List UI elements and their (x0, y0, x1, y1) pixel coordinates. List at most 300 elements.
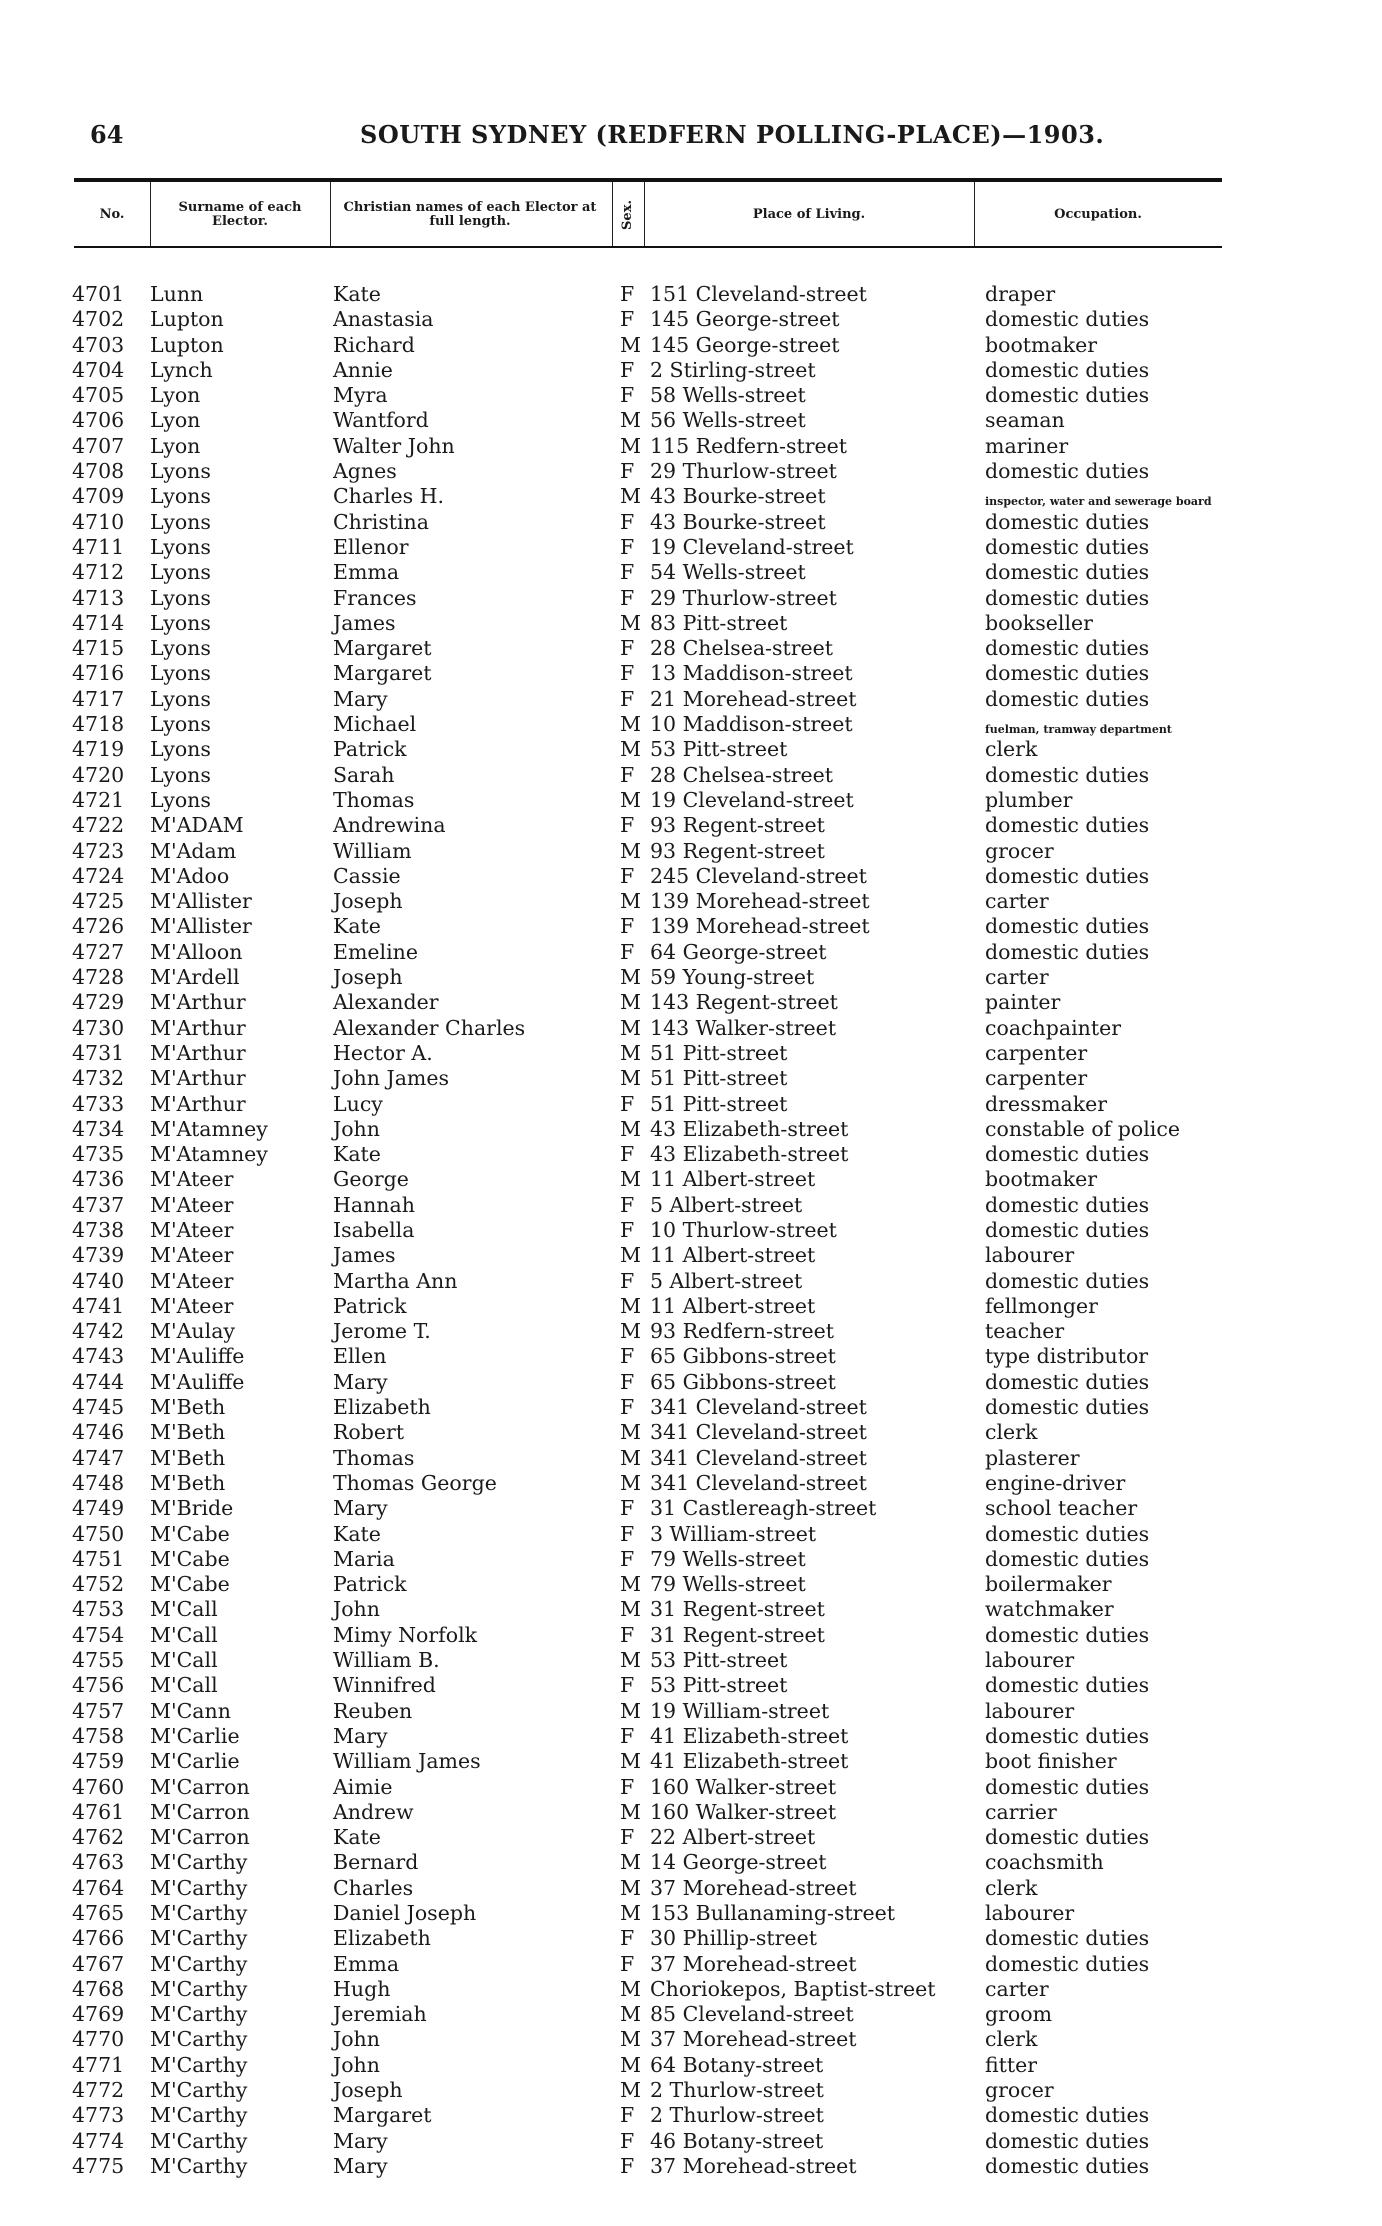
table-row (0, 940, 1382, 965)
elector-christian-names: William B. (333, 1648, 440, 1673)
table-row (0, 661, 1382, 686)
elector-place-of-living: 43 Elizabeth-street (650, 1142, 849, 1167)
elector-number: 4733 (72, 1091, 125, 1116)
elector-occupation: domestic duties (985, 1395, 1150, 1420)
elector-occupation: clerk (985, 737, 1038, 762)
elector-place-of-living: 143 Regent-street (650, 990, 838, 1015)
elector-place-of-living: 64 Botany-street (650, 2052, 824, 2077)
elector-sex: F (620, 2103, 635, 2128)
elector-number: 4717 (72, 686, 125, 711)
elector-sex: F (620, 1774, 635, 1799)
elector-number: 4722 (72, 813, 125, 838)
elector-christian-names: Mary (333, 1369, 388, 1394)
table-row (0, 1977, 1382, 2002)
elector-occupation: domestic duties (985, 1521, 1150, 1546)
elector-sex: F (620, 1091, 635, 1116)
elector-place-of-living: 14 George-street (650, 1850, 827, 1875)
elector-sex: M (620, 1243, 641, 1268)
elector-christian-names: Kate (333, 282, 381, 306)
elector-surname: M'Ateer (150, 1192, 234, 1217)
elector-christian-names: Mary (333, 2128, 388, 2153)
page-number: 64 (90, 120, 124, 149)
elector-christian-names: Elizabeth (333, 1926, 431, 1951)
elector-surname: M'Auliffe (150, 1344, 245, 1369)
elector-number: 4750 (72, 1521, 125, 1546)
table-row (0, 1800, 1382, 1825)
elector-place-of-living: 28 Chelsea-street (650, 762, 834, 787)
elector-number: 4746 (72, 1420, 125, 1445)
elector-number: 4711 (72, 534, 125, 559)
elector-christian-names: Joseph (333, 965, 403, 990)
elector-christian-names: Ellen (333, 1344, 387, 1369)
elector-number: 4744 (72, 1369, 125, 1394)
elector-christian-names: Walter John (333, 433, 455, 458)
table-row (0, 1370, 1382, 1395)
elector-occupation: domestic duties (985, 2153, 1150, 2178)
elector-surname: Lyons (150, 509, 211, 534)
table-row (0, 1876, 1382, 1901)
elector-sex: M (620, 1015, 641, 1040)
elector-place-of-living: 56 Wells-street (650, 408, 806, 433)
elector-occupation: domestic duties (985, 1622, 1150, 1647)
elector-place-of-living: 2 Thurlow-street (650, 2103, 824, 2128)
elector-occupation: domestic duties (985, 560, 1150, 585)
elector-sex: M (620, 1445, 641, 1470)
elector-place-of-living: 28 Chelsea-street (650, 636, 834, 661)
elector-occupation: carpenter (985, 1040, 1088, 1065)
elector-occupation: carrier (985, 1799, 1057, 1824)
elector-christian-names: John James (333, 1066, 450, 1091)
elector-sex: M (620, 1648, 641, 1673)
elector-surname: M'ADAM (150, 813, 244, 838)
elector-list (0, 282, 1382, 2179)
header-rule-top (74, 178, 1222, 182)
elector-sex: F (620, 2128, 635, 2153)
elector-christian-names: Isabella (333, 1217, 415, 1242)
elector-sex: F (620, 509, 635, 534)
table-row (0, 1066, 1382, 1091)
elector-sex: M (620, 838, 641, 863)
elector-christian-names: Patrick (333, 1293, 407, 1318)
elector-surname: Lynch (150, 357, 213, 382)
elector-christian-names: Thomas (333, 1445, 415, 1470)
elector-place-of-living: 11 Albert-street (650, 1167, 816, 1192)
elector-number: 4766 (72, 1926, 125, 1951)
elector-christian-names: Kate (333, 914, 381, 939)
elector-place-of-living: 3 William-street (650, 1521, 817, 1546)
elector-place-of-living: 29 Thurlow-street (650, 585, 837, 610)
elector-christian-names: John (333, 1116, 380, 1141)
elector-sex: F (620, 661, 635, 686)
elector-number: 4754 (72, 1622, 125, 1647)
elector-number: 4712 (72, 560, 125, 585)
elector-place-of-living: 151 Cleveland-street (650, 282, 867, 306)
elector-surname: M'Beth (150, 1445, 226, 1470)
header-rule-bottom (74, 246, 1222, 248)
elector-surname: Lyons (150, 534, 211, 559)
elector-sex: M (620, 1976, 641, 2001)
elector-number: 4743 (72, 1344, 125, 1369)
elector-number: 4713 (72, 585, 125, 610)
elector-place-of-living: 31 Regent-street (650, 1597, 825, 1622)
table-row (0, 434, 1382, 459)
table-row (0, 1496, 1382, 1521)
elector-surname: Lyons (150, 737, 211, 762)
elector-sex: F (620, 636, 635, 661)
elector-surname: M'Auliffe (150, 1369, 245, 1394)
elector-christian-names: Emma (333, 1951, 400, 1976)
elector-occupation: plasterer (985, 1445, 1080, 1470)
elector-place-of-living: 31 Castlereagh-street (650, 1496, 877, 1521)
elector-christian-names: James (333, 1243, 396, 1268)
elector-place-of-living: 21 Morehead-street (650, 686, 857, 711)
elector-surname: Lyon (150, 433, 201, 458)
elector-occupation: domestic duties (985, 2103, 1150, 2128)
elector-occupation: domestic duties (985, 1723, 1150, 1748)
elector-occupation: domestic duties (985, 813, 1150, 838)
table-row (0, 2002, 1382, 2027)
elector-surname: M'Carron (150, 1799, 250, 1824)
elector-place-of-living: 31 Regent-street (650, 1622, 825, 1647)
elector-place-of-living: 139 Morehead-street (650, 914, 870, 939)
elector-place-of-living: 145 George-street (650, 332, 840, 357)
elector-occupation: coachpainter (985, 1015, 1122, 1040)
elector-place-of-living: 83 Pitt-street (650, 610, 788, 635)
elector-christian-names: Charles H. (333, 484, 445, 509)
table-row (0, 1775, 1382, 1800)
elector-place-of-living: 43 Bourke-street (650, 484, 826, 509)
elector-surname: M'Arthur (150, 1015, 246, 1040)
elector-place-of-living: 51 Pitt-street (650, 1091, 788, 1116)
elector-place-of-living: 245 Cleveland-street (650, 863, 867, 888)
elector-christian-names: Reuben (333, 1698, 413, 1723)
elector-place-of-living: 160 Walker-street (650, 1799, 837, 1824)
elector-number: 4715 (72, 636, 125, 661)
elector-surname: M'Call (150, 1597, 218, 1622)
table-row (0, 1926, 1382, 1951)
elector-number: 4767 (72, 1951, 125, 1976)
table-row (0, 1420, 1382, 1445)
elector-occupation: fuelman, tramway department (985, 723, 1172, 737)
elector-surname: M'Carthy (150, 2027, 248, 2052)
elector-number: 4759 (72, 1749, 125, 1774)
elector-occupation: domestic duties (985, 1217, 1150, 1242)
elector-place-of-living: 10 Maddison-street (650, 712, 853, 737)
elector-sex: M (620, 2052, 641, 2077)
elector-occupation: seaman (985, 408, 1065, 433)
elector-surname: M'Beth (150, 1395, 226, 1420)
elector-surname: M'Cabe (150, 1546, 230, 1571)
elector-number: 4704 (72, 357, 125, 382)
elector-christian-names: Aimie (333, 1774, 393, 1799)
elector-surname: M'Beth (150, 1420, 226, 1445)
elector-sex: F (620, 863, 635, 888)
table-row (0, 535, 1382, 560)
elector-number: 4763 (72, 1850, 125, 1875)
elector-number: 4756 (72, 1673, 125, 1698)
table-row (0, 1724, 1382, 1749)
elector-christian-names: Maria (333, 1546, 395, 1571)
elector-sex: M (620, 2078, 641, 2103)
elector-sex: M (620, 737, 641, 762)
elector-christian-names: Jerome T. (333, 1319, 431, 1344)
elector-christian-names: Joseph (333, 889, 403, 914)
elector-number: 4749 (72, 1496, 125, 1521)
elector-sex: M (620, 2027, 641, 2052)
elector-occupation: constable of police (985, 1116, 1180, 1141)
elector-number: 4710 (72, 509, 125, 534)
elector-number: 4701 (72, 282, 125, 306)
elector-sex: F (620, 357, 635, 382)
elector-place-of-living: 13 Maddison-street (650, 661, 853, 686)
table-row (0, 1850, 1382, 1875)
table-row (0, 2053, 1382, 2078)
elector-number: 4714 (72, 610, 125, 635)
elector-occupation: coachsmith (985, 1850, 1104, 1875)
table-row (0, 839, 1382, 864)
elector-number: 4731 (72, 1040, 125, 1065)
elector-occupation: domestic duties (985, 1142, 1150, 1167)
elector-sex: F (620, 1622, 635, 1647)
elector-number: 4757 (72, 1698, 125, 1723)
elector-sex: F (620, 307, 635, 332)
elector-number: 4760 (72, 1774, 125, 1799)
elector-surname: M'Call (150, 1622, 218, 1647)
elector-christian-names: William James (333, 1749, 481, 1774)
elector-surname: M'Ateer (150, 1167, 234, 1192)
elector-surname: M'Carthy (150, 1901, 248, 1925)
elector-number: 4738 (72, 1217, 125, 1242)
elector-surname: M'Ateer (150, 1243, 234, 1268)
table-row (0, 383, 1382, 408)
elector-surname: M'Alloon (150, 939, 243, 964)
elector-occupation: carter (985, 1976, 1049, 2001)
elector-place-of-living: 53 Pitt-street (650, 737, 788, 762)
elector-occupation: grocer (985, 2078, 1054, 2103)
elector-place-of-living: 2 Thurlow-street (650, 2078, 824, 2103)
table-row (0, 586, 1382, 611)
table-row (0, 1825, 1382, 1850)
elector-christian-names: Emma (333, 560, 400, 585)
elector-surname: M'Atamney (150, 1142, 268, 1167)
elector-sex: M (620, 1319, 641, 1344)
elector-surname: M'Carthy (150, 2002, 248, 2027)
elector-surname: Lyons (150, 762, 211, 787)
elector-surname: Lyons (150, 484, 211, 509)
elector-christian-names: Agnes (333, 459, 397, 484)
elector-place-of-living: 43 Bourke-street (650, 509, 826, 534)
elector-occupation: domestic duties (985, 1673, 1150, 1698)
elector-sex: M (620, 1799, 641, 1824)
elector-christian-names: Emeline (333, 939, 418, 964)
table-row (0, 1319, 1382, 1344)
elector-occupation: boilermaker (985, 1572, 1112, 1597)
elector-surname: M'Carthy (150, 2128, 248, 2153)
elector-surname: Lupton (150, 307, 224, 332)
column-header-sex (612, 186, 644, 244)
elector-surname: M'Arthur (150, 1040, 246, 1065)
elector-surname: Lyons (150, 686, 211, 711)
table-row (0, 459, 1382, 484)
elector-number: 4703 (72, 332, 125, 357)
elector-christian-names: Myra (333, 383, 388, 408)
elector-surname: Lyons (150, 661, 211, 686)
elector-place-of-living: Choriokepos, Baptist-street (650, 1976, 936, 2001)
elector-place-of-living: 51 Pitt-street (650, 1066, 788, 1091)
elector-surname: M'Atamney (150, 1116, 268, 1141)
elector-sex: F (620, 1192, 635, 1217)
elector-christian-names: Patrick (333, 1572, 407, 1597)
elector-number: 4742 (72, 1319, 125, 1344)
elector-occupation: domestic duties (985, 939, 1150, 964)
elector-occupation: plumber (985, 787, 1073, 812)
elector-occupation: fitter (985, 2052, 1038, 2077)
elector-christian-names: William (333, 838, 412, 863)
elector-surname: M'Allister (150, 889, 252, 914)
elector-place-of-living: 2 Stirling-street (650, 357, 816, 382)
elector-place-of-living: 145 George-street (650, 307, 840, 332)
elector-christian-names: Hannah (333, 1192, 415, 1217)
elector-christian-names: Kate (333, 1825, 381, 1850)
elector-sex: F (620, 1926, 635, 1951)
table-row (0, 1218, 1382, 1243)
table-row (0, 1901, 1382, 1926)
table-row (0, 560, 1382, 585)
elector-christian-names: Bernard (333, 1850, 419, 1875)
elector-place-of-living: 153 Bullanaming-street (650, 1901, 895, 1925)
elector-surname: M'Arthur (150, 1091, 246, 1116)
table-row (0, 307, 1382, 332)
elector-occupation: domestic duties (985, 1192, 1150, 1217)
elector-number: 4771 (72, 2052, 125, 2077)
elector-sex: F (620, 459, 635, 484)
elector-surname: M'Carthy (150, 2078, 248, 2103)
column-header-christian-names: Christian names of each Elector at full length. (343, 200, 597, 229)
elector-place-of-living: 143 Walker-street (650, 1015, 837, 1040)
elector-sex: F (620, 914, 635, 939)
table-row (0, 1522, 1382, 1547)
elector-sex: F (620, 560, 635, 585)
elector-christian-names: Mary (333, 2153, 388, 2178)
elector-sex: M (620, 332, 641, 357)
elector-occupation: draper (985, 282, 1056, 306)
elector-surname: Lunn (150, 282, 204, 306)
elector-sex: M (620, 1420, 641, 1445)
table-row (0, 510, 1382, 535)
table-row (0, 1597, 1382, 1622)
table-row (0, 1446, 1382, 1471)
table-row (0, 788, 1382, 813)
table-row (0, 1269, 1382, 1294)
elector-surname: M'Call (150, 1673, 218, 1698)
elector-surname: M'Cabe (150, 1521, 230, 1546)
elector-christian-names: Ellenor (333, 534, 409, 559)
elector-place-of-living: 37 Morehead-street (650, 2153, 857, 2178)
elector-occupation: inspector, water and sewerage board (985, 495, 1212, 509)
table-row (0, 1193, 1382, 1218)
elector-occupation: domestic duties (985, 459, 1150, 484)
elector-number: 4770 (72, 2027, 125, 2052)
elector-christian-names: Robert (333, 1420, 405, 1445)
elector-sex: M (620, 433, 641, 458)
elector-place-of-living: 37 Morehead-street (650, 1875, 857, 1900)
elector-surname: M'Carlie (150, 1723, 240, 1748)
elector-place-of-living: 41 Elizabeth-street (650, 1749, 849, 1774)
elector-christian-names: Mary (333, 1723, 388, 1748)
elector-sex: F (620, 1546, 635, 1571)
table-row (0, 484, 1382, 509)
elector-place-of-living: 341 Cleveland-street (650, 1470, 867, 1495)
elector-place-of-living: 341 Cleveland-street (650, 1445, 867, 1470)
column-header-place: Place of Living. (752, 207, 866, 222)
elector-sex: M (620, 889, 641, 914)
elector-occupation: boot finisher (985, 1749, 1117, 1774)
elector-sex: F (620, 534, 635, 559)
column-header-surname: Surname of each Elector. (178, 200, 302, 229)
elector-number: 4725 (72, 889, 125, 914)
elector-surname: M'Adoo (150, 863, 230, 888)
table-row (0, 358, 1382, 383)
elector-surname: Lyon (150, 383, 201, 408)
elector-place-of-living: 5 Albert-street (650, 1192, 803, 1217)
elector-surname: M'Carthy (150, 1850, 248, 1875)
elector-occupation: domestic duties (985, 1546, 1150, 1571)
elector-number: 4765 (72, 1901, 125, 1925)
elector-christian-names: Annie (333, 357, 393, 382)
elector-sex: M (620, 990, 641, 1015)
elector-surname: Lyons (150, 610, 211, 635)
column-header-occupation: Occupation. (1054, 207, 1142, 222)
elector-sex: M (620, 787, 641, 812)
elector-christian-names: Joseph (333, 2078, 403, 2103)
elector-surname: Lyons (150, 636, 211, 661)
table-row (0, 1142, 1382, 1167)
elector-sex: M (620, 610, 641, 635)
elector-christian-names: Charles (333, 1875, 414, 1900)
table-row (0, 333, 1382, 358)
elector-sex: F (620, 282, 635, 306)
elector-occupation: labourer (985, 1243, 1075, 1268)
elector-number: 4740 (72, 1268, 125, 1293)
elector-sex: F (620, 1723, 635, 1748)
table-row (0, 1344, 1382, 1369)
elector-christian-names: Mary (333, 686, 388, 711)
elector-place-of-living: 37 Morehead-street (650, 1951, 857, 1976)
elector-place-of-living: 11 Albert-street (650, 1293, 816, 1318)
elector-occupation: domestic duties (985, 636, 1150, 661)
elector-place-of-living: 65 Gibbons-street (650, 1369, 836, 1394)
elector-surname: M'Carthy (150, 1951, 248, 1976)
elector-occupation: groom (985, 2002, 1053, 2027)
elector-place-of-living: 5 Albert-street (650, 1268, 803, 1293)
elector-surname: M'Call (150, 1648, 218, 1673)
table-row (0, 1749, 1382, 1774)
elector-sex: F (620, 1521, 635, 1546)
elector-place-of-living: 54 Wells-street (650, 560, 806, 585)
elector-surname: M'Carthy (150, 1875, 248, 1900)
elector-place-of-living: 29 Thurlow-street (650, 459, 837, 484)
elector-place-of-living: 43 Elizabeth-street (650, 1116, 849, 1141)
elector-number: 4729 (72, 990, 125, 1015)
table-row (0, 2078, 1382, 2103)
elector-occupation: domestic duties (985, 534, 1150, 559)
elector-number: 4718 (72, 712, 125, 737)
elector-surname: Lyons (150, 459, 211, 484)
elector-place-of-living: 19 Cleveland-street (650, 787, 854, 812)
elector-sex: M (620, 1850, 641, 1875)
elector-place-of-living: 93 Regent-street (650, 838, 825, 863)
elector-surname: M'Ateer (150, 1293, 234, 1318)
